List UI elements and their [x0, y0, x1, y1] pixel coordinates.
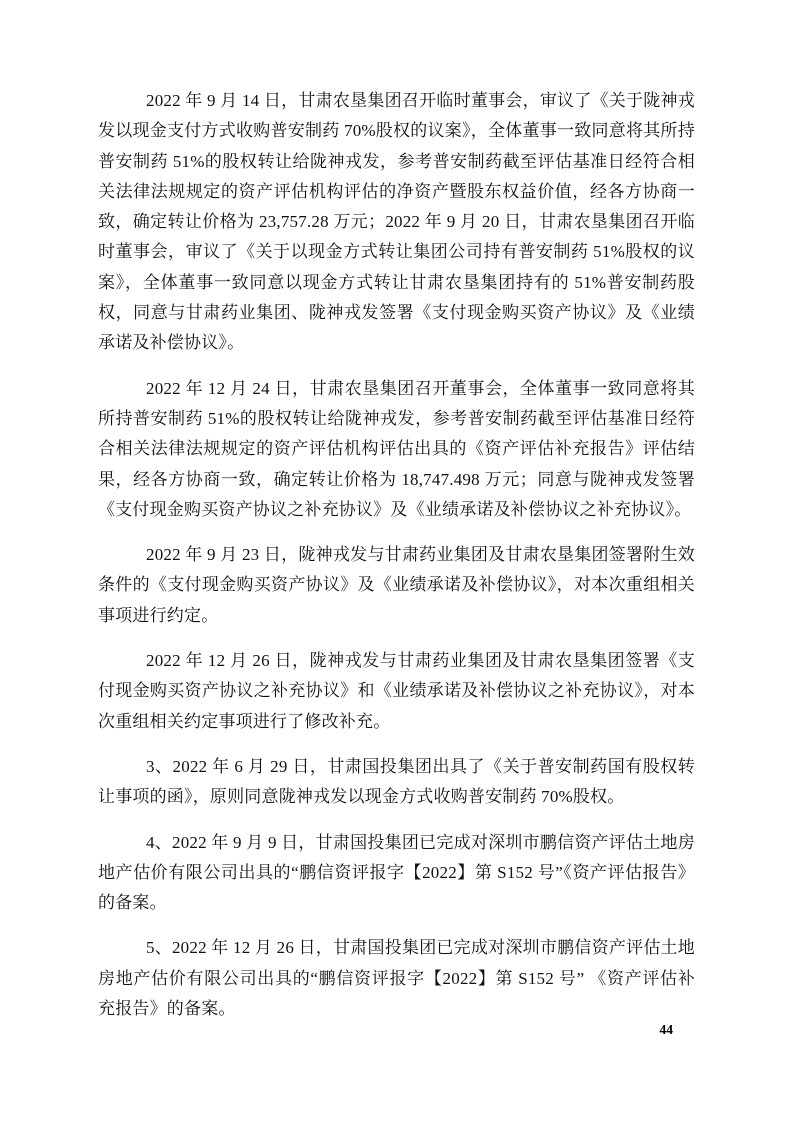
- paragraph: 2022 年 12 月 24 日，甘肃农垦集团召开董事会，全体董事一致同意将其所持普安制药 51%的股权转让给陇神戎发，参考普安制药截至评估基准日经符合相关法律法规规定的资产评估机构评估出具的《资产评估补充报告》评估结果，经各方协商一致，确定转让价格为 18,747.498 万元；同意与陇神戎发签署《支付现金购买资产协议之补充协议》及《业绩承诺及补偿协议之补充协议》。: [98, 378, 695, 519]
- page-number: 44: [659, 1022, 673, 1037]
- paragraph: 4、2022 年 9 月 9 日，甘肃国投集团已完成对深圳市鹏信资产评估土地房地产估价有限公司出具的“鹏信资评报字【2022】第 S152 号”《资产评估报告》的备案。: [98, 832, 695, 913]
- paragraph: 5、2022 年 12 月 26 日，甘肃国投集团已完成对深圳市鹏信资产评估土地房地产估价有限公司出具的“鹏信资评报字【2022】第 S152 号” 《资产评估补充报告》的备案。: [98, 938, 695, 1019]
- paragraph: 2022 年 12 月 26 日，陇神戎发与甘肃药业集团及甘肃农垦集团签署《支付现金购买资产协议之补充协议》和《业绩承诺及补偿协议之补充协议》，对本次重组相关约定事项进行了修改补充。: [98, 651, 695, 731]
- paragraph: 3、2022 年 6 月 29 日，甘肃国投集团出具了《关于普安制药国有股权转让事项的函》，原则同意陇神戎发以现金方式收购普安制药 70%股权。: [98, 756, 695, 807]
- document-body: [98, 86, 695, 1039]
- paragraph: 2022 年 9 月 23 日，陇神戎发与甘肃药业集团及甘肃农垦集团签署附生效条件的《支付现金购买资产协议》及《业绩承诺及补偿协议》，对本次重组相关事项进行约定。: [98, 545, 695, 625]
- paragraph: 2022 年 9 月 14 日，甘肃农垦集团召开临时董事会，审议了《关于陇神戎发以现金支付方式收购普安制药 70%股权的议案》，全体董事一致同意将其所持普安制药 51%的股权转让给陇神戎发，参考普安制药截至评估基准日经符合相关法律法规规定的资产评估机构评估的净资产暨股东权益价值，经各方协商一致，确定转让价格为 23,757.28 万元；2022 年 9 月 20 日，甘肃农垦集团召开临时董事会，审议了《关于以现金方式转让集团公司持有普安制药 51%股权的议案》，全体董事一致同意以现金方式转让甘肃农垦集团持有的 51%普安制药股权，同意与甘肃药业集团、陇神戎发签署《支付现金购买资产协议》及《业绩承诺及补偿协议》。: [98, 91, 695, 353]
